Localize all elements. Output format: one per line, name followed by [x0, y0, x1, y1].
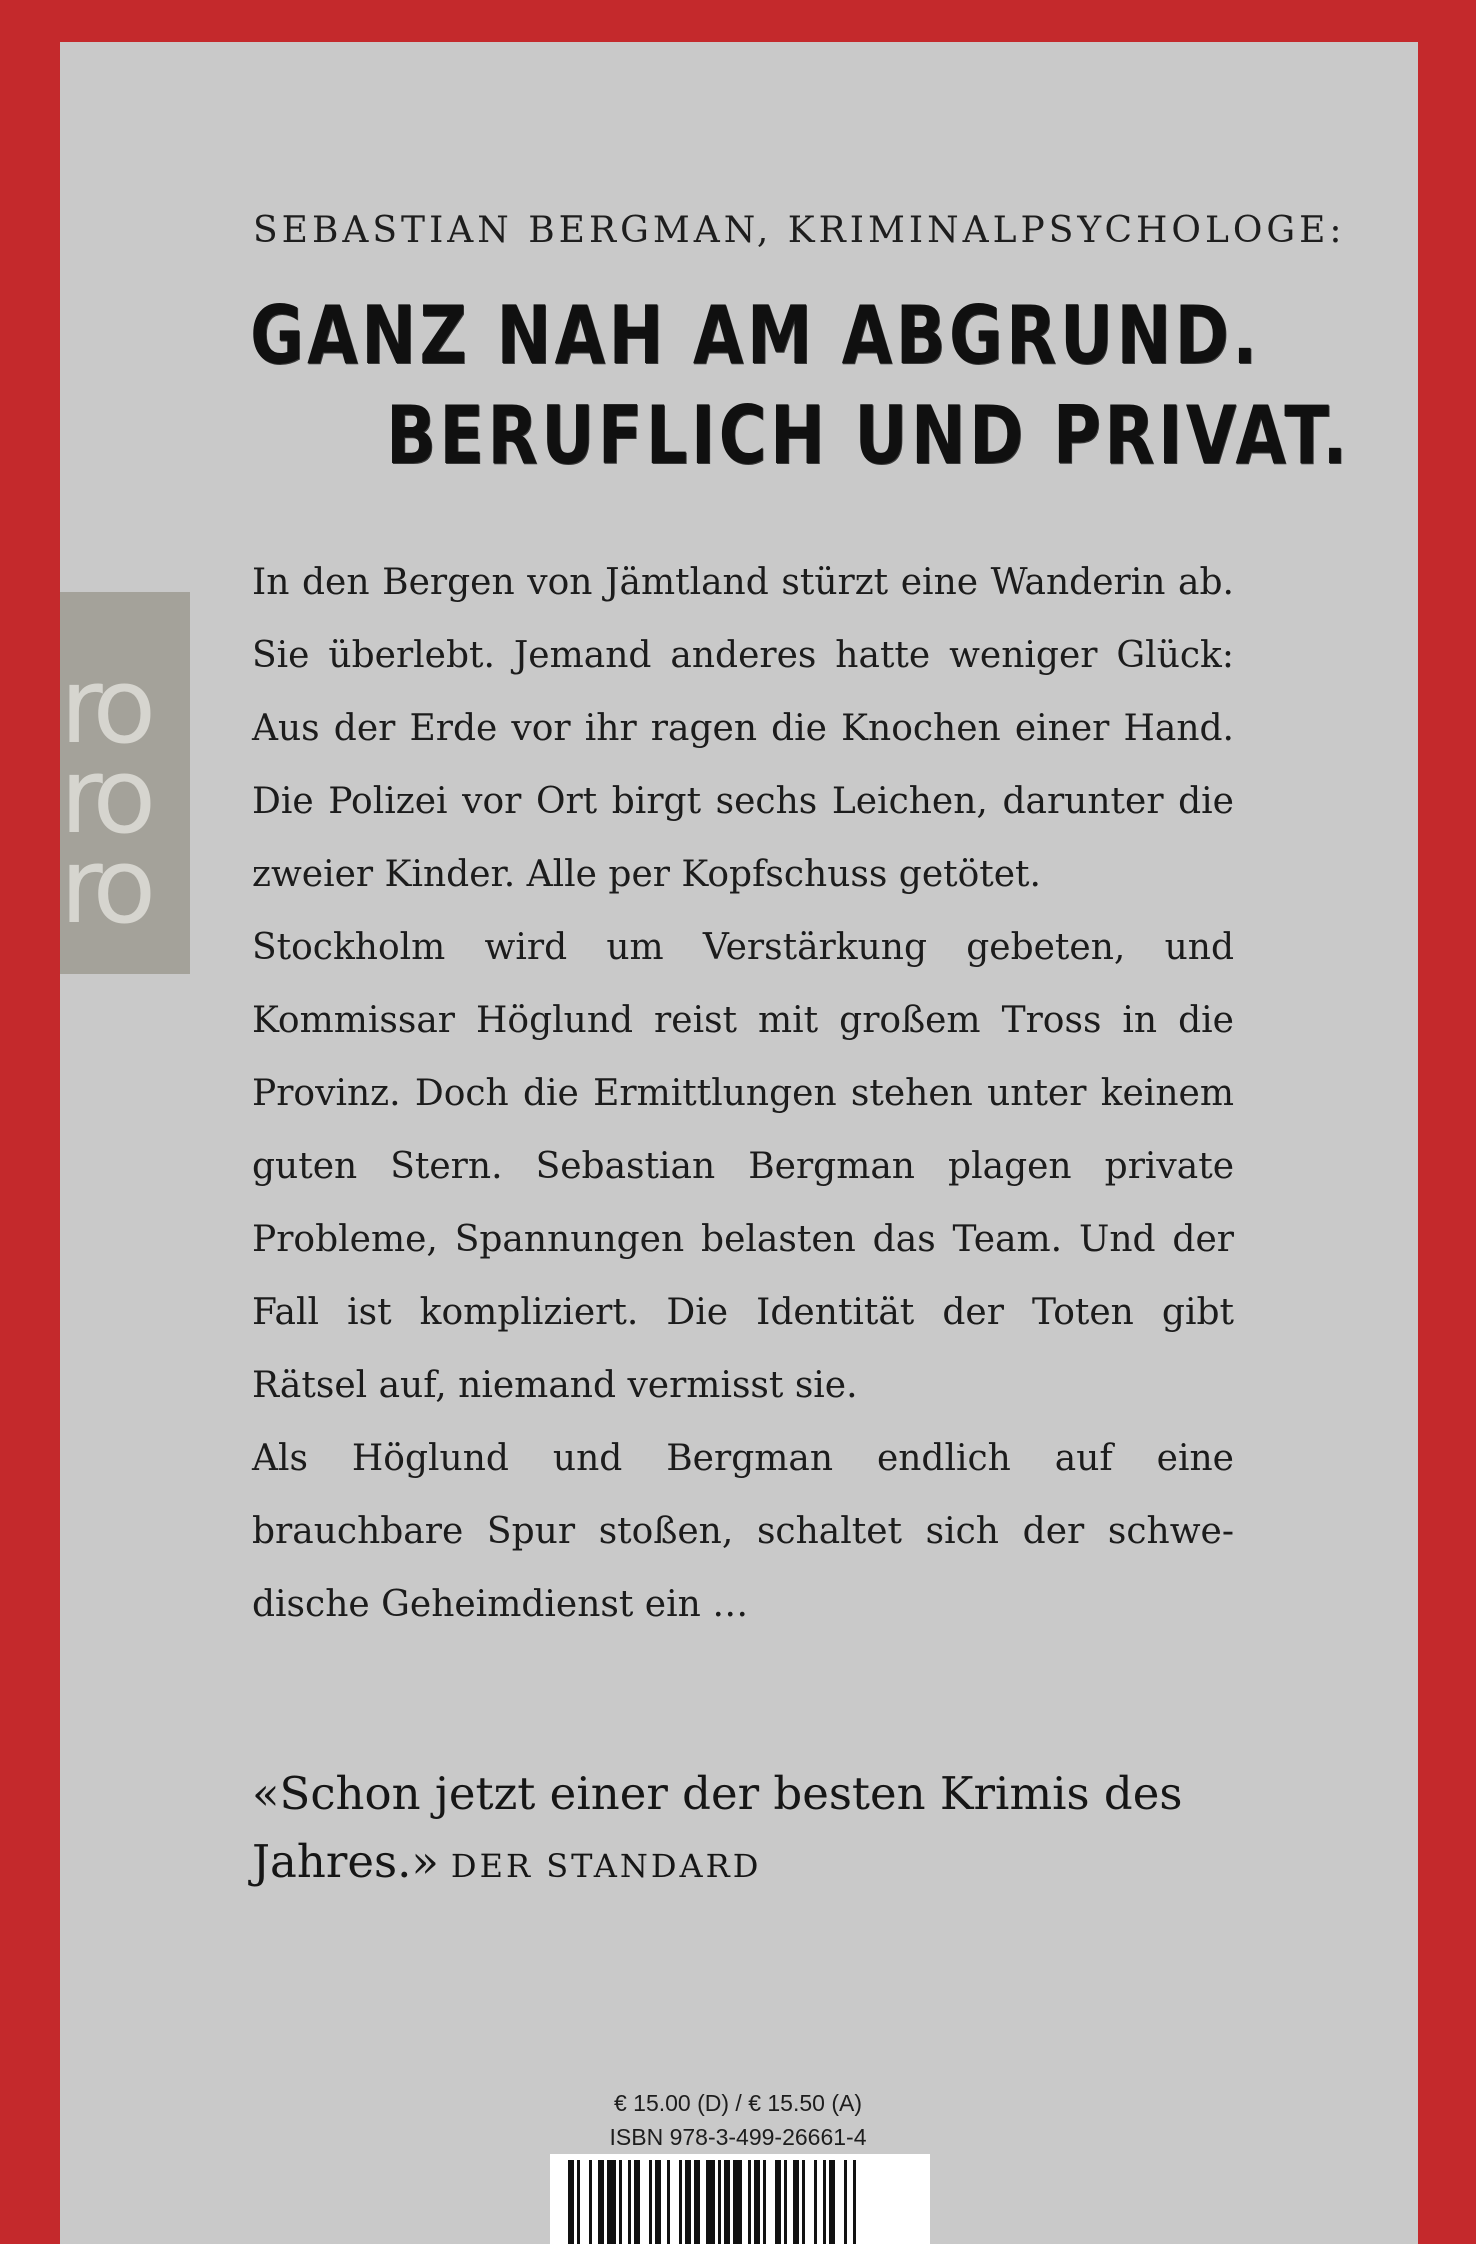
- price-block: [598, 2086, 878, 2154]
- headline: [250, 286, 1351, 486]
- blurb: [252, 546, 1234, 1641]
- blurb-paragraph-3: Als Höglund und Bergman endlich auf eine brauchbare Spur stoßen, schaltet sich der schwedische Geheimdienst ein …: [252, 1438, 1234, 1625]
- barcode: [550, 2154, 930, 2244]
- logo-line: ro: [60, 825, 149, 947]
- barcode-bars: [550, 2154, 930, 2244]
- blurb-paragraph-2: Stockholm wird um Verstärkung gebeten, und Kommissar Höglund reist mit großem Tross in die Provinz. Doch die Ermittlungen stehen unter keinem guten Stern. Sebastian Bergman plagen private Probleme, Spannungen belasten das Team. Und der Fall ist kompliziert. Die Identität der Toten gibt Rätsel auf, niemand vermisst sie.: [252, 927, 1234, 1406]
- logo-line: ro: [60, 645, 149, 767]
- headline-line-1: GANZ NAH AM ABGRUND.: [250, 289, 1261, 382]
- quote-text: «Schon jetzt einer der besten Krimis des Jahres.»: [252, 1767, 1183, 1888]
- price-text: € 15.00 (D) / € 15.50 (A): [613, 2090, 862, 2116]
- back-cover-panel: [60, 42, 1418, 2244]
- isbn-text: ISBN 978-3-499-26661-4: [609, 2124, 867, 2150]
- quote-source: DER STANDARD: [450, 1847, 762, 1885]
- publisher-logo: [60, 592, 190, 974]
- kicker-line: SEBASTIAN BERGMAN, KRIMINALPSYCHOLOGE:: [253, 210, 1346, 251]
- logo-line: ro: [60, 735, 149, 857]
- blurb-paragraph-1: In den Bergen von Jämtland stürzt eine Wanderin ab. Sie überlebt. Jemand anderes hatte weniger Glück: Aus der Erde vor ihr ragen die Knochen einer Hand. Die Polizei vor Ort birgt sechs Leichen, darunter die zweier Kinder. Alle per Kopfschuss getötet.: [252, 562, 1234, 895]
- review-quote: [252, 1760, 1242, 1900]
- headline-line-2: BERUFLICH UND PRIVAT.: [386, 389, 1351, 482]
